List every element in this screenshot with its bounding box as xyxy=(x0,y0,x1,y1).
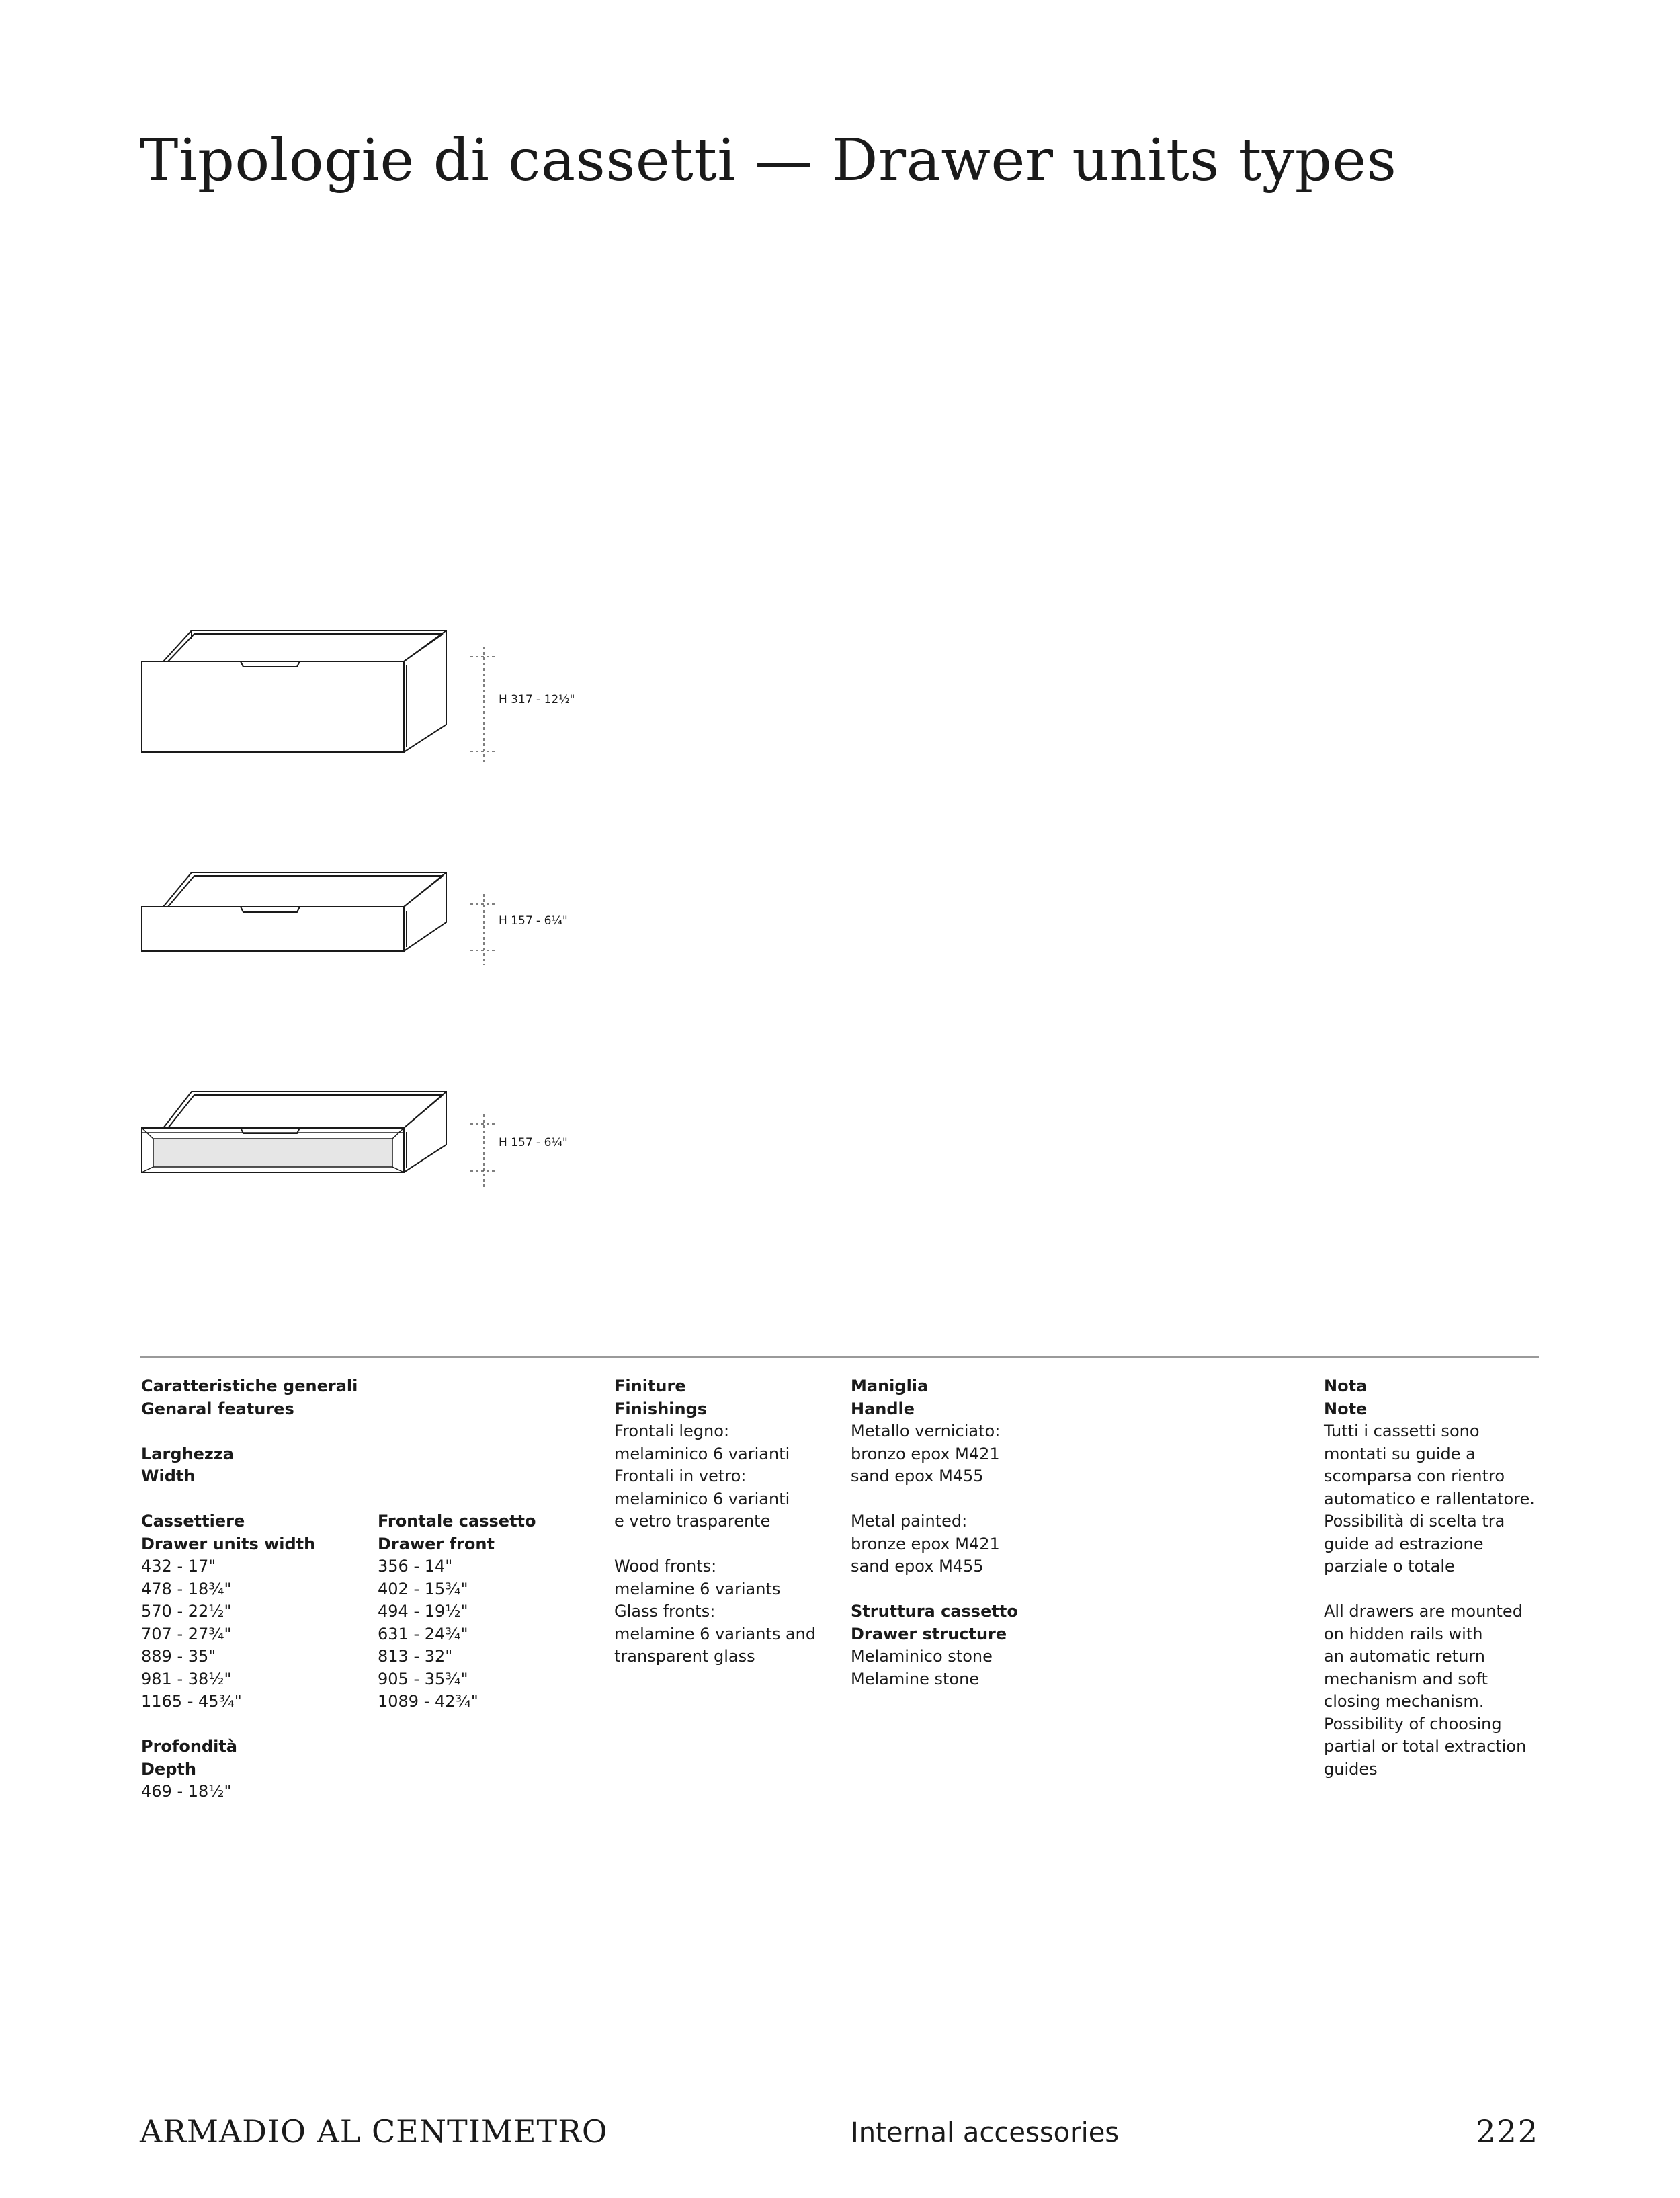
list-item: Possibility of choosing xyxy=(1324,1714,1502,1734)
width-heading-en: Width xyxy=(141,1467,196,1485)
list-item: 1089 - 42¾" xyxy=(378,1692,478,1711)
list-item: sand epox M455 xyxy=(851,1557,984,1576)
list-item: 570 - 22½" xyxy=(141,1602,232,1621)
list-item: 905 - 35¾" xyxy=(378,1669,468,1688)
list-item: e vetro trasparente xyxy=(614,1512,771,1531)
note-heading-en: Note xyxy=(1324,1399,1368,1418)
finishings-heading-it: Finiture xyxy=(614,1377,686,1395)
list-item: Wood fronts: xyxy=(614,1557,717,1576)
list-item: parziale o totale xyxy=(1324,1557,1455,1576)
list-item: Metallo verniciato: xyxy=(851,1422,1001,1440)
list-item: Glass fronts: xyxy=(614,1602,716,1621)
list-item: partial or total extraction xyxy=(1324,1737,1527,1756)
list-item: Melamine stone xyxy=(851,1669,980,1688)
front-column xyxy=(378,1510,536,1713)
list-item: 631 - 24¾" xyxy=(378,1624,468,1643)
structure-heading-it: Struttura cassetto xyxy=(851,1602,1018,1621)
drawer-height-label: H 157 - 6¼" xyxy=(499,1136,568,1149)
list-item: All drawers are mounted xyxy=(1324,1602,1523,1621)
list-item: guide ad estrazione xyxy=(1324,1534,1484,1553)
handle-heading-it: Maniglia xyxy=(851,1377,929,1395)
drawer-height-label: H 157 - 6¼" xyxy=(499,914,568,928)
section-divider xyxy=(140,1356,1539,1358)
list-item: 707 - 27¾" xyxy=(141,1624,232,1643)
list-item: Frontali legno: xyxy=(614,1422,730,1440)
drawer-drawings xyxy=(134,625,605,1196)
list-item: 478 - 18¾" xyxy=(141,1579,232,1598)
list-item: melamine 6 variants and xyxy=(614,1624,816,1643)
list-item: sand epox M455 xyxy=(851,1467,984,1485)
list-item: montati su guide a xyxy=(1324,1444,1476,1463)
features-heading-it: Caratteristiche generali xyxy=(141,1377,358,1395)
depth-value: 469 - 18½" xyxy=(141,1782,232,1801)
list-item: Possibilità di scelta tra xyxy=(1324,1512,1505,1531)
drawer-tall-drawing xyxy=(142,630,446,752)
list-item: mechanism and soft xyxy=(1324,1669,1488,1688)
list-item: Frontali in vetro: xyxy=(614,1467,747,1485)
handle-column xyxy=(851,1375,1018,1691)
width-heading-it: Larghezza xyxy=(141,1444,234,1463)
dimension-tall xyxy=(470,647,497,764)
units-heading-it: Cassettiere xyxy=(141,1512,245,1531)
dimension-low xyxy=(470,894,497,965)
drawer-glass-drawing xyxy=(142,1092,446,1172)
list-item: guides xyxy=(1324,1759,1378,1779)
depth-heading-en: Depth xyxy=(141,1759,196,1779)
page-number: 222 xyxy=(1476,2113,1539,2150)
list-item: 889 - 35" xyxy=(141,1647,216,1666)
list-item: 432 - 17" xyxy=(141,1557,216,1576)
list-item: melaminico 6 varianti xyxy=(614,1489,790,1508)
list-item: automatico e rallentatore. xyxy=(1324,1489,1535,1508)
list-item: 1165 - 45¾" xyxy=(141,1692,242,1711)
footer-section: Internal accessories xyxy=(851,2117,1120,2148)
list-item: transparent glass xyxy=(614,1647,755,1666)
list-item: closing mechanism. xyxy=(1324,1692,1484,1711)
features-column xyxy=(141,1375,358,1803)
finishings-column xyxy=(614,1375,816,1668)
list-item: scomparsa con rientro xyxy=(1324,1467,1505,1485)
list-item: on hidden rails with xyxy=(1324,1624,1483,1643)
list-item: 494 - 19½" xyxy=(378,1602,468,1621)
structure-heading-en: Drawer structure xyxy=(851,1624,1007,1643)
list-item: melamine 6 variants xyxy=(614,1579,781,1598)
list-item: Metal painted: xyxy=(851,1512,968,1531)
list-item: Melaminico stone xyxy=(851,1647,993,1666)
drawer-height-label: H 317 - 12½" xyxy=(499,693,575,706)
dimension-glass xyxy=(470,1114,497,1187)
front-heading-en: Drawer front xyxy=(378,1534,495,1553)
drawer-low-drawing xyxy=(142,872,446,951)
page-title: Tipologie di cassetti — Drawer units types xyxy=(140,127,1397,194)
list-item: 356 - 14" xyxy=(378,1557,453,1576)
front-heading-it: Frontale cassetto xyxy=(378,1512,536,1531)
footer-brand: ARMADIO AL CENTIMETRO xyxy=(140,2113,608,2150)
list-item: bronze epox M421 xyxy=(851,1534,1000,1553)
units-heading-en: Drawer units width xyxy=(141,1534,316,1553)
finishings-heading-en: Finishings xyxy=(614,1399,708,1418)
list-item: melaminico 6 varianti xyxy=(614,1444,790,1463)
list-item: 813 - 32" xyxy=(378,1647,453,1666)
list-item: Tutti i cassetti sono xyxy=(1324,1422,1480,1440)
handle-heading-en: Handle xyxy=(851,1399,915,1418)
list-item: 402 - 15¾" xyxy=(378,1579,468,1598)
list-item: an automatic return xyxy=(1324,1647,1485,1666)
list-item: bronzo epox M421 xyxy=(851,1444,1000,1463)
depth-heading-it: Profondità xyxy=(141,1737,238,1756)
features-heading-en: Genaral features xyxy=(141,1399,294,1418)
list-item: 981 - 38½" xyxy=(141,1669,232,1688)
note-column xyxy=(1324,1375,1535,1781)
note-heading-it: Nota xyxy=(1324,1377,1368,1395)
